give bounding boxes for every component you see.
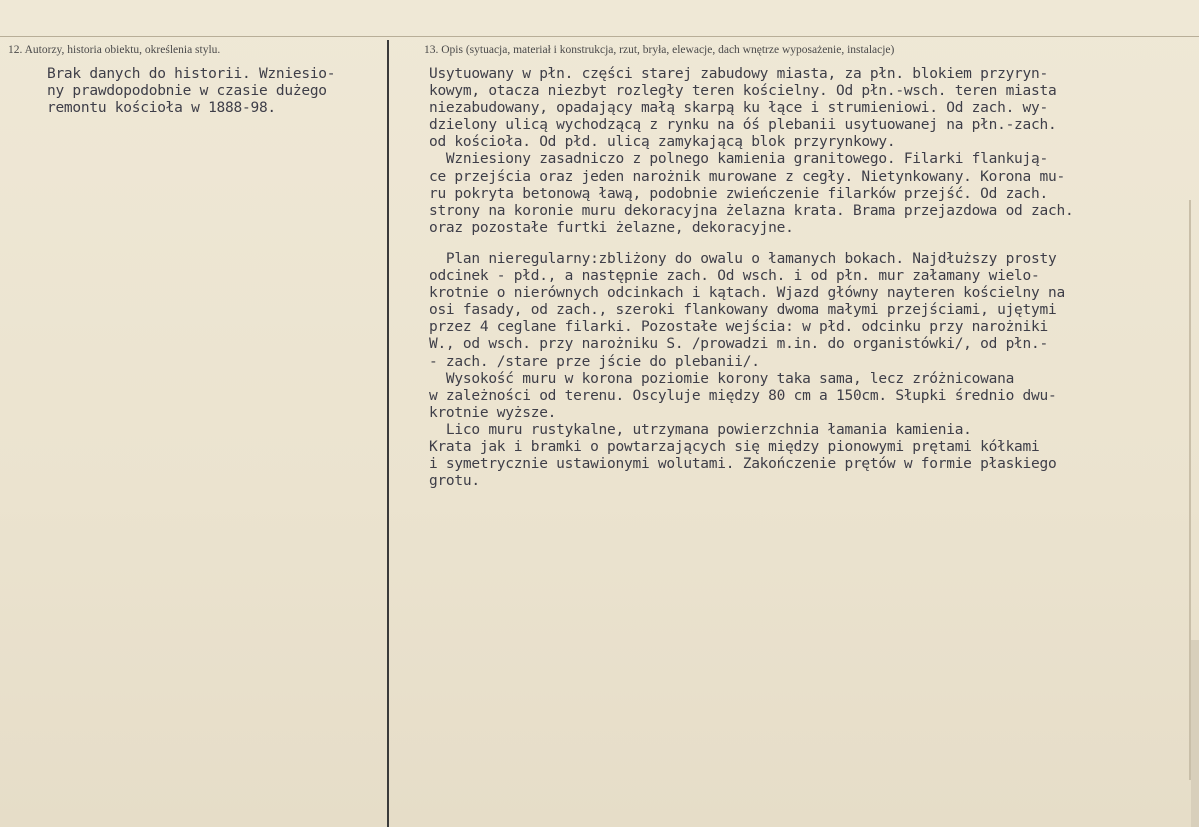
text-line: Krata jak i bramki o powtarzających się między pionowymi prętami kółkami bbox=[412, 438, 1040, 455]
text-line: krotnie o nierównych odcinkach i kątach. Wjazd główny nayteren kościelny na bbox=[412, 285, 1065, 302]
text-line: oraz pozostałe furtki żelazne, dekoracyjne. bbox=[412, 219, 794, 236]
section-13-text bbox=[412, 66, 1073, 490]
text-line: przez 4 ceglane filarki. Pozostałe wejścia: w płd. odcinku przy narożniki bbox=[412, 319, 1048, 336]
column-divider bbox=[387, 40, 389, 827]
text-line: odcinek - płd., a następnie zach. Od wsch. i od płn. mur załamany wielo- bbox=[412, 268, 1040, 285]
text-line: - zach. /stare prze jście do plebanii/. bbox=[412, 353, 760, 370]
text-line: Wzniesiony zasadniczo z polnego kamienia granitowego. Filarki flankują- bbox=[412, 151, 1048, 168]
text-line: od kościoła. Od płd. ulicą zamykającą blok przyrynkowy. bbox=[412, 134, 896, 151]
text-line: kowym, otacza niezbyt rozległy teren kościelny. Od płn.-wsch. teren miasta bbox=[412, 83, 1057, 100]
text-line bbox=[412, 237, 1073, 251]
section-13-header: 13. Opis (sytuacja, materiał i konstrukcja, rzut, bryła, elewacje, dach wnętrze wyposażenie, instalacje) bbox=[424, 44, 895, 56]
section-12-header: 12. Autorzy, historia obiektu, określenia stylu. bbox=[8, 44, 221, 56]
text-line: W., od wsch. przy narożniku S. /prowadzi m.in. do organistówki/, od płn.- bbox=[412, 336, 1048, 353]
top-rule bbox=[0, 36, 1199, 37]
text-line: krotnie wyższe. bbox=[412, 404, 557, 421]
text-line: Plan nieregularny:zbliżony do owalu o łamanych bokach. Najdłuższy prosty bbox=[412, 250, 1057, 267]
text-line: ny prawdopodobnie w czasie dużego bbox=[30, 83, 327, 100]
text-line: Usytuowany w płn. części starej zabudowy miasta, za płn. blokiem przyryn- bbox=[412, 66, 1048, 82]
text-line: Brak danych do historii. Wzniesio- bbox=[30, 66, 336, 82]
text-line: Wysokość muru w korona poziomie korony taka sama, lecz zróżnicowana bbox=[412, 370, 1015, 387]
text-line: ru pokryta betonową ławą, podobnie zwieńczenie filarków przejść. Od zach. bbox=[412, 185, 1048, 202]
text-line: Lico muru rustykalne, utrzymana powierzchnia łamania kamienia. bbox=[412, 421, 972, 438]
text-line: osi fasady, od zach., szeroki flankowany dwoma małymi przejściami, ujętymi bbox=[412, 302, 1057, 319]
text-line: dzielony ulicą wychodzącą z rynku na óś plebanii usytuowanej na płn.-zach. bbox=[412, 117, 1057, 134]
text-line: grotu. bbox=[412, 473, 480, 490]
text-line: i symetrycznie ustawionymi wolutami. Zakończenie prętów w formie płaskiego bbox=[412, 456, 1057, 473]
text-line: w zależności od terenu. Oscyluje między 80 cm a 150cm. Słupki średnio dwu- bbox=[412, 387, 1057, 404]
text-line: remontu kościoła w 1888-98. bbox=[30, 100, 276, 117]
text-line: niezabudowany, opadający małą skarpą ku łące i strumieniowi. Od zach. wy- bbox=[412, 100, 1048, 117]
text-line: strony na koronie muru dekoracyjna żelazna krata. Brama przejazdowa od zach. bbox=[412, 202, 1074, 219]
page-edge-shadow bbox=[1191, 640, 1199, 827]
text-line: ce przejścia oraz jeden narożnik murowane z cegły. Nietynkowany. Korona mu- bbox=[412, 168, 1065, 185]
section-12-text bbox=[30, 66, 335, 117]
